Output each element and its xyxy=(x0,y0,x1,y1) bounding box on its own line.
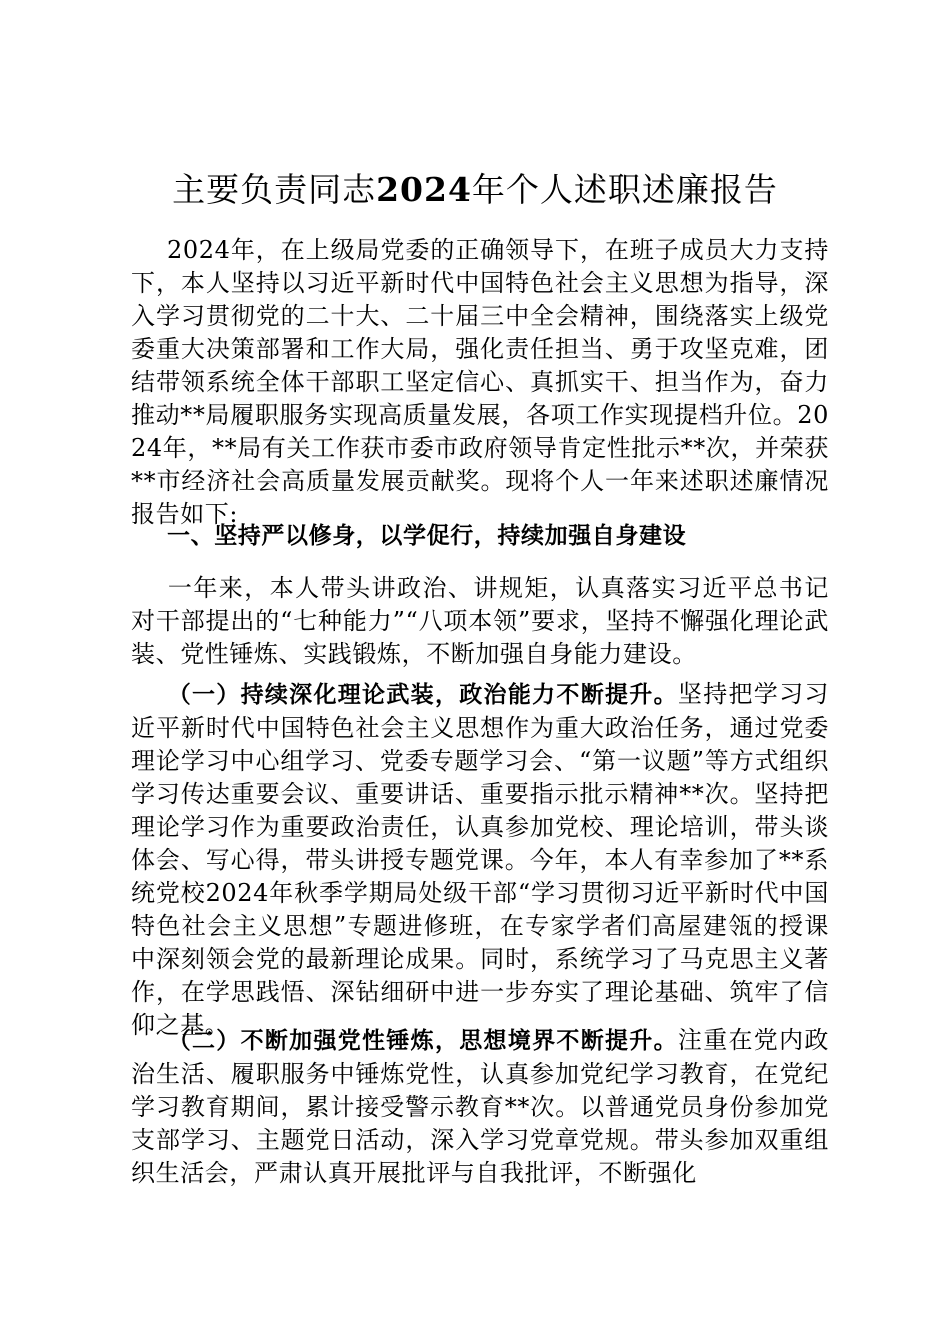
title-suffix: 年个人述职述廉报告 xyxy=(471,170,778,209)
section-heading-1 xyxy=(131,520,829,553)
section-heading-1-text: 一、坚持严以修身，以学促行，持续加强自身建设 xyxy=(167,523,687,549)
paragraph-section-1-intro xyxy=(131,572,829,671)
title-year: 2024 xyxy=(376,170,472,209)
paragraph-theory-body: 坚持把学习习近平新时代中国特色社会主义思想作为重大政治任务，通过党委理论学习中心组学习、党委专题学习会、“第一议题”等方式组织学习传达重要会议、重要讲话、重要指示批示精神**次。坚持把理论学习作为重要政治责任，认真参加党校、理论培训，带头谈体会、写心得，带头讲授专题党课。今年，本人有幸参加了**系统党校2024年秋季学期局处级干部“学习贯彻习近平新时代中国特色社会主义思想”专题进修班，在专家学者们高屋建瓴的授课中深刻领会党的最新理论成果。同时，系统学习了马克思主义著作，在学思践悟、深钻细研中进一步夯实了理论基础、筑牢了信仰之基。 xyxy=(131,680,829,1039)
paragraph-party-spirit xyxy=(131,1024,829,1190)
paragraph-theory xyxy=(131,678,829,1042)
paragraph-party-spirit-body: 注重在党内政治生活、履职服务中锤炼党性，认真参加党纪学习教育，在党纪学习教育期间，累计接受警示教育**次。以普通党员身份参加党支部学习、主题党日活动，深入学习党章党规。带头参加双重组织生活会，严肃认真开展批评与自我批评，不断强化 xyxy=(131,1026,829,1187)
paragraph-intro-text: 2024年，在上级局党委的正确领导下，在班子成员大力支持下，本人坚持以习近平新时代中国特色社会主义思想为指导，深入学习贯彻党的二十大、二十届三中全会精神，围绕落实上级党委重大决策部署和工作大局，强化责任担当、勇于攻坚克难，团结带领系统全体干部职工坚定信心、真抓实干、担当作为，奋力推动**局履职服务实现高质量发展，各项工作实现提档升位。2024年，**局有关工作获市委市政府领导肯定性批示**次，并荣获**市经济社会高质量发展贡献奖。现将个人一年来述职述廉情况报告如下: xyxy=(131,236,829,528)
paragraph-theory-lead: （一）持续深化理论武装，政治能力不断提升。 xyxy=(167,682,678,708)
title-prefix: 主要负责同志 xyxy=(172,170,377,209)
document-title xyxy=(0,168,950,212)
paragraph-section-1-intro-text: 一年来，本人带头讲政治、讲规矩，认真落实习近平总书记对干部提出的“七种能力”“八项本领”要求，坚持不懈强化理论武装、党性锤炼、实践锻炼，不断加强自身能力建设。 xyxy=(131,574,829,668)
paragraph-party-spirit-lead: （二）不断加强党性锤炼，思想境界不断提升。 xyxy=(167,1028,678,1054)
paragraph-intro xyxy=(131,234,829,531)
